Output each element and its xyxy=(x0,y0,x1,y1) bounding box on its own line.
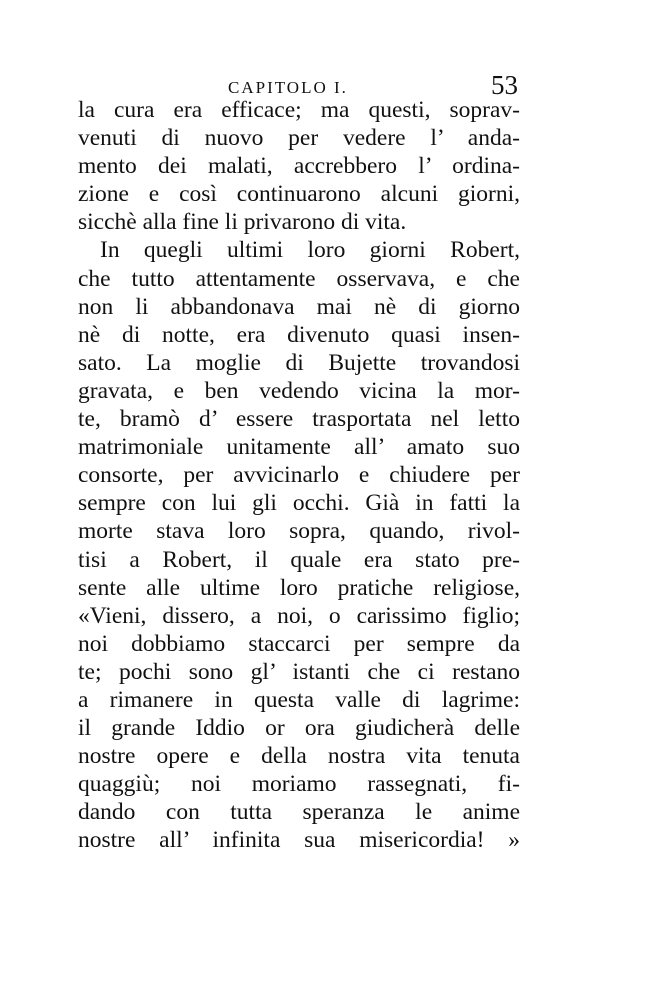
text-line: dando con tutta speranza le anime xyxy=(78,799,520,826)
text-line: a rimanere in questa valle di lagrime: xyxy=(78,686,520,713)
text-line: consorte, per avvicinarlo e chiudere per xyxy=(78,462,520,489)
text-line: te; pochi sono gl’ istanti che ci restano xyxy=(78,658,520,685)
text-line: «Vieni, dissero, a noi, o carissimo figlio; xyxy=(78,602,520,629)
text-line: gravata, e ben vedendo vicina la mor- xyxy=(78,377,520,404)
text-line: nè di notte, era divenuto quasi insen- xyxy=(78,321,520,348)
text-line: mento dei malati, accrebbero l’ ordina- xyxy=(78,153,520,180)
text-line: che tutto attentamente osservava, e che xyxy=(78,265,520,292)
text-line: sicchè alla fine li privarono di vita. xyxy=(78,209,407,236)
chapter-title: CAPITOLO I. xyxy=(228,78,348,97)
text-line: In quegli ultimi loro giorni Robert, xyxy=(100,237,520,264)
text-line: nostre opere e della nostra vita tenuta xyxy=(78,743,520,770)
text-line: sente alle ultime loro pratiche religiose, xyxy=(78,574,520,601)
page-number: 53 xyxy=(491,70,518,100)
text-line: sato. La moglie di Bujette trovandosi xyxy=(78,349,520,376)
body-text xyxy=(78,96,520,855)
text-line: nostre all’ infinita sua misericordia! » xyxy=(78,827,520,854)
text-line: quaggiù; noi moriamo rassegnati, fi- xyxy=(78,771,520,798)
text-line: zione e così continuarono alcuni giorni, xyxy=(78,181,520,208)
text-line: noi dobbiamo staccarci per sempre da xyxy=(78,630,520,657)
text-line: venuti di nuovo per vedere l’ anda- xyxy=(78,125,520,152)
text-line: la cura era efficace; ma questi, soprav- xyxy=(78,97,520,123)
text-line: sempre con lui gli occhi. Già in fatti la xyxy=(78,490,520,517)
text-line: morte stava loro sopra, quando, rivol- xyxy=(78,518,520,545)
text-line: te, bramò d’ essere trasportata nel letto xyxy=(78,406,520,433)
text-line: tisi a Robert, il quale era stato pre- xyxy=(78,546,520,573)
text-line: il grande Iddio or ora giudicherà delle xyxy=(78,715,520,742)
text-line: matrimoniale unitamente all’ amato suo xyxy=(78,434,520,461)
text-line: non li abbandonava mai nè di giorno xyxy=(78,293,520,320)
